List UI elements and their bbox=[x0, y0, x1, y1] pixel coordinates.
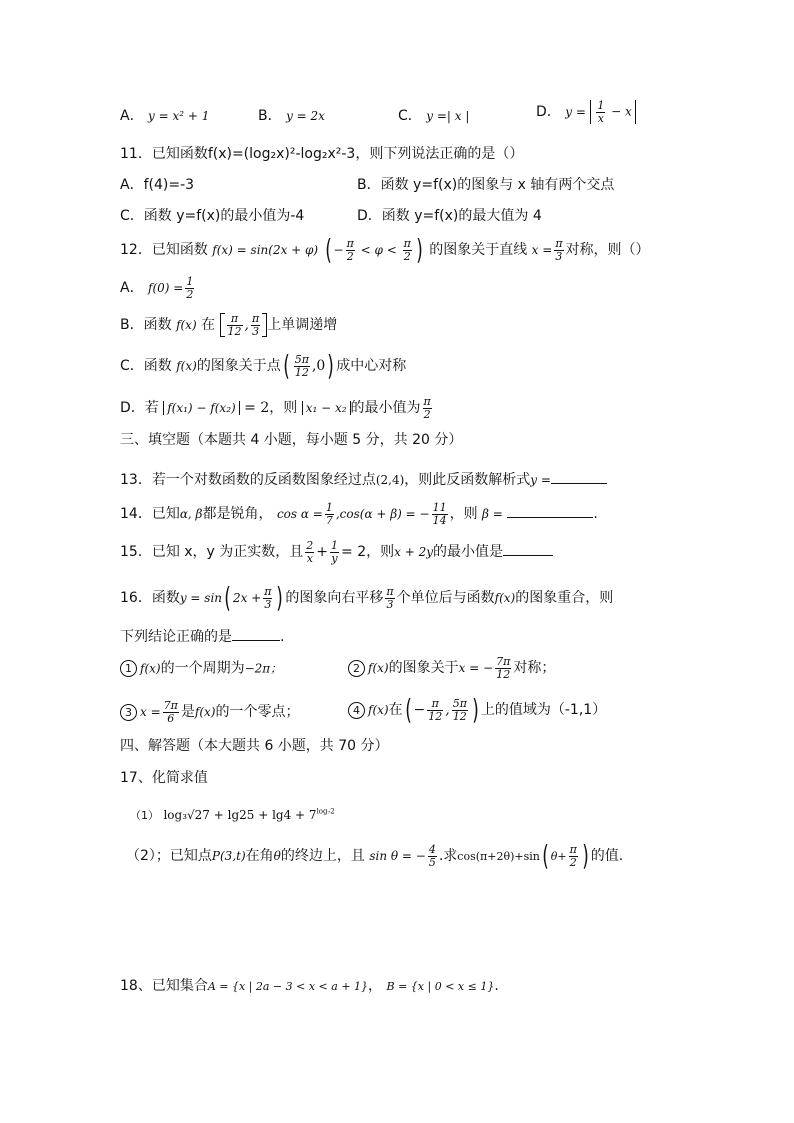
q16-opt2-d: 12 bbox=[496, 667, 511, 681]
q10-d-den: x bbox=[597, 111, 604, 125]
q17-p2-frac bbox=[428, 844, 437, 868]
q10-a-label: A． bbox=[120, 108, 144, 124]
section4-heading: 四、解答题（本大题共 6 小题，共 70 分） bbox=[120, 738, 389, 754]
q12-a-num: 1 bbox=[186, 275, 194, 288]
q12-cond-frac2 bbox=[403, 238, 412, 262]
q12-c-n: 5π bbox=[294, 352, 309, 366]
q14-mid: 都是锐角， bbox=[202, 506, 273, 523]
q12-cond-phi: < φ < bbox=[356, 243, 401, 257]
q15-expr: x + 2y bbox=[394, 545, 433, 560]
q17-p2-expr: cos(π+2θ)+sin bbox=[457, 850, 540, 863]
q17-p1-sup: log₇2 bbox=[316, 807, 335, 816]
q12-option-c bbox=[120, 349, 407, 382]
q12-option-d bbox=[120, 396, 434, 420]
q12-cond-minus: − bbox=[333, 243, 344, 257]
q12-d-d: 2 bbox=[423, 407, 431, 421]
q14-ab: α, β bbox=[179, 507, 203, 522]
q16-opt1 bbox=[120, 660, 282, 677]
q15-post: 的最小值是 bbox=[433, 544, 503, 561]
q11-option-a: A．f(4)=-3 bbox=[120, 177, 195, 193]
q12-a-den: 2 bbox=[186, 287, 194, 301]
q14-beta: β = bbox=[482, 507, 503, 522]
q13 bbox=[120, 469, 607, 489]
q14-cos2: ,cos(α + β) = − bbox=[335, 507, 430, 522]
q17-part1 bbox=[130, 807, 335, 824]
q12-cond-frac2-den: 2 bbox=[403, 250, 411, 263]
q16-opt3 bbox=[120, 700, 299, 724]
q15-plus: + bbox=[316, 544, 329, 561]
q16-opt4-frac1 bbox=[427, 698, 443, 722]
q13-answer-blank[interactable] bbox=[551, 469, 607, 484]
q12-cond-frac1 bbox=[346, 238, 355, 262]
q17-p2-pfrac bbox=[569, 844, 578, 868]
q12-d-frac bbox=[423, 396, 432, 420]
q10-option-b bbox=[258, 108, 325, 125]
q12-c-pre: C．函数 bbox=[120, 358, 172, 374]
q14-d1: 7 bbox=[325, 513, 333, 527]
q17-p2-paren-open: ( bbox=[542, 839, 549, 872]
q17-p2-n: 4 bbox=[428, 842, 436, 856]
q16-opt2-x: x = − bbox=[458, 661, 494, 676]
q10-a-math: y = x² + 1 bbox=[148, 109, 210, 123]
q16-opt2-post: 对称； bbox=[513, 660, 556, 677]
q16-shift-den: 3 bbox=[386, 597, 394, 611]
q10-option-d bbox=[536, 100, 636, 124]
q16-opt3-x: x = bbox=[140, 705, 161, 720]
q16-frac-den: 3 bbox=[264, 597, 272, 611]
q18-set-b: B = {x | 0 < x ≤ 1} bbox=[386, 980, 495, 993]
q16-paren-open: ( bbox=[224, 581, 231, 614]
q17-p2-label: （2）；已知点 bbox=[126, 848, 212, 864]
q10-options-row bbox=[120, 108, 209, 125]
q14 bbox=[120, 502, 598, 526]
q12-b-frac2 bbox=[251, 313, 260, 337]
q12-d-eq: = 2，则 bbox=[244, 400, 298, 417]
q16-inner: 2x + bbox=[232, 591, 262, 605]
q12-b-d2: 3 bbox=[252, 324, 260, 338]
q14-frac2 bbox=[432, 502, 448, 526]
q12-b-n1: π bbox=[227, 313, 243, 326]
q12-paren-close: ) bbox=[416, 233, 423, 266]
q12-c-point bbox=[292, 352, 326, 379]
q14-end: . bbox=[593, 506, 598, 523]
q10-b-math: y = 2x bbox=[286, 109, 325, 123]
q16-opt3-n: 7π bbox=[163, 699, 178, 712]
q12-c-func: f(x) bbox=[176, 359, 197, 373]
q16-opt4-fx: f(x) bbox=[368, 703, 389, 717]
q16-line2: 下列结论正确的是 . bbox=[120, 626, 284, 646]
q12-cond bbox=[333, 237, 414, 263]
q12-lead: 12．已知函数 bbox=[120, 242, 208, 258]
q17-p1-label: （1） bbox=[130, 809, 159, 822]
q16-pre: 16．函数 bbox=[120, 590, 180, 606]
q17-p2-pd: 2 bbox=[569, 855, 577, 869]
q12-axis-num: π bbox=[555, 236, 563, 250]
q12-c-zero: ,0 bbox=[311, 358, 326, 374]
q14-d2: 14 bbox=[432, 513, 447, 527]
q16-opt1-text: 的一个周期为 bbox=[160, 660, 245, 677]
q16-post: 的图象重合，则 bbox=[515, 590, 614, 606]
q16-opt4-paren-open: ( bbox=[404, 693, 412, 726]
q10-c-math: y =| x | bbox=[426, 109, 470, 123]
q12-func: f(x) = sin(2x + φ) bbox=[212, 243, 319, 257]
q16-opt4 bbox=[348, 693, 607, 726]
q14-frac1 bbox=[325, 502, 334, 526]
q17-p2-end: 的值. bbox=[590, 848, 624, 864]
q12-c-paren-close: ) bbox=[327, 349, 335, 382]
q16-opt2 bbox=[348, 656, 555, 680]
q12-c-d: 12 bbox=[294, 365, 309, 379]
q16-opt1-circle: 1 bbox=[120, 660, 137, 677]
q10-d-post: − x bbox=[611, 104, 632, 119]
q14-answer-blank[interactable] bbox=[507, 503, 593, 518]
q10-option-c bbox=[398, 108, 469, 125]
q15-answer-blank[interactable] bbox=[503, 541, 553, 556]
q13-tail: ，则此反函数解析式 bbox=[404, 472, 531, 488]
q17-p2-mid: 在角 bbox=[245, 848, 274, 864]
q17-p1-expr: log₃√27 + lg25 + lg4 + 7 bbox=[163, 808, 317, 822]
q17-p2-inner: θ+ bbox=[550, 850, 567, 863]
q16-opt1-val: −2π； bbox=[244, 661, 283, 676]
q12-cond-frac1-num: π bbox=[346, 237, 354, 251]
q15-n1: 2 bbox=[306, 539, 314, 552]
q16-line1 bbox=[120, 581, 614, 614]
q16-opt1-fx: f(x) bbox=[140, 661, 161, 676]
q16-opt4-n1: π bbox=[427, 698, 443, 711]
q16-line2-text: 下列结论正确的是 bbox=[120, 629, 232, 645]
q15-frac2 bbox=[330, 540, 339, 564]
q16-opt3-text: 是 bbox=[180, 704, 195, 721]
q16-opt4-d2: 12 bbox=[452, 709, 467, 723]
q14-post: ，则 bbox=[449, 506, 478, 523]
q16-opt2-fx: f(x) bbox=[368, 661, 389, 676]
q18-set-a: A = {x | 2a − 3 < x < a + 1} bbox=[207, 980, 369, 993]
q10-d-label: D． bbox=[536, 104, 561, 121]
q12-b-frac1 bbox=[227, 313, 243, 337]
q12-a-label: A． bbox=[120, 280, 144, 297]
q16-frac-num: π bbox=[264, 584, 272, 598]
q15-d1: x bbox=[306, 551, 313, 565]
q16-opt3-d: 6 bbox=[167, 711, 175, 725]
q16-opt4-circle: 4 bbox=[348, 702, 365, 719]
q15-eq: = 2，则 bbox=[341, 544, 395, 561]
q12-b-interval: $\frac{\pi}{12}$ , $\frac{\pi}{3}$ bbox=[220, 313, 268, 337]
q12-c-paren-open: ( bbox=[283, 349, 290, 382]
q12-b-n2: π bbox=[252, 312, 260, 325]
q12-d-abs: f(x₁) − f(x₂) bbox=[163, 401, 239, 415]
q11-option-c: C．函数 y=f(x)的最小值为-4 bbox=[120, 208, 305, 224]
q18-comma: ， bbox=[368, 978, 383, 994]
q11-stem: 11．已知函数f(x)=(log₂x)²-log₂x²-3，则下列说法正确的是（） bbox=[120, 146, 524, 162]
q12-option-a bbox=[120, 276, 196, 300]
q12-b-func: f(x) bbox=[176, 318, 197, 333]
q17-p2-point: P(3,t) bbox=[211, 849, 246, 863]
q12-a-math: f(0) = bbox=[148, 281, 184, 296]
q14-n1: 1 bbox=[325, 501, 333, 514]
q17-p2-theta: θ bbox=[273, 849, 281, 863]
q12-b-mid: 在 bbox=[201, 317, 216, 334]
q16-opt4-frac2 bbox=[452, 698, 468, 722]
section3-heading: 三、填空题（本题共 4 小题，每小题 5 分，共 20 分） bbox=[120, 432, 463, 448]
q13-text: 13．若一个对数函数的反函数图象经过点 bbox=[120, 472, 376, 488]
q16-opt2-text: 的图象关于 bbox=[388, 660, 459, 677]
q16-opt4-text: 在 bbox=[388, 702, 403, 718]
q16-paren-close: ) bbox=[276, 581, 284, 614]
q12-x-eq: x = bbox=[531, 243, 553, 257]
q16-opt4-n2: 5π bbox=[452, 696, 467, 710]
q17-part2 bbox=[126, 839, 624, 872]
q14-n2: 11 bbox=[432, 501, 447, 514]
q12-d-mid: 的最小值为 bbox=[350, 400, 421, 417]
q13-point: (2,4) bbox=[375, 473, 405, 487]
q17-p2-pn: π bbox=[569, 842, 577, 856]
q18-pre: 18、已知集合 bbox=[120, 978, 208, 994]
q12-c-mid: 的图象关于点 bbox=[196, 358, 281, 374]
q10-b-label: B． bbox=[258, 108, 282, 124]
q16-mid: 的图象向右平移 bbox=[285, 590, 384, 606]
q16-opt4-post: 上的值域为（-1,1） bbox=[480, 702, 607, 718]
q12-d-pre: D．若 bbox=[120, 400, 159, 417]
q16-opt2-circle: 2 bbox=[348, 660, 365, 677]
q12-c-post: 成中心对称 bbox=[336, 358, 407, 374]
q15-n2: 1 bbox=[331, 539, 339, 552]
q12-d-n: π bbox=[423, 395, 431, 408]
q12-mid: 的图象关于直线 bbox=[429, 242, 528, 258]
q17-p2-sin: sin θ = − bbox=[369, 849, 426, 863]
q16-opt2-frac bbox=[495, 656, 511, 680]
q12-d-abs2: x₁ − x₂ bbox=[302, 401, 351, 415]
q12-cond-frac1-den: 2 bbox=[346, 250, 354, 263]
q12-stem bbox=[120, 233, 650, 266]
q12-b-d1: 12 bbox=[227, 324, 242, 338]
q11-option-b: B．函数 y=f(x)的图象与 x 轴有两个交点 bbox=[357, 177, 615, 193]
q15-frac1 bbox=[305, 540, 314, 564]
q12-cond-frac2-num: π bbox=[403, 237, 411, 251]
q17-p2-mid2: 的终边上，且 bbox=[280, 848, 365, 864]
q16-fx: f(x) bbox=[494, 591, 516, 605]
q16-frac bbox=[263, 586, 272, 610]
q12-c-frac bbox=[294, 354, 310, 378]
q17-p2-paren-close: ) bbox=[582, 839, 589, 872]
q10-d-pre: y = bbox=[565, 105, 586, 120]
q10-d-frac bbox=[596, 100, 605, 124]
q12-b-post: 上单调递增 bbox=[267, 317, 338, 334]
q10-c-label: C． bbox=[398, 108, 422, 124]
q15-pre: 15．已知 x，y 为正实数，且 bbox=[120, 544, 304, 561]
q15-d2: y bbox=[331, 551, 338, 565]
q12-axis-den: 3 bbox=[555, 249, 563, 263]
q16-opt2-n: 7π bbox=[496, 655, 511, 668]
q14-cos: cos α = bbox=[276, 507, 323, 522]
q16-opt3-frac bbox=[163, 700, 179, 724]
q16-opt4-d1: 12 bbox=[428, 709, 443, 723]
q12-b-pre: B．函数 bbox=[120, 317, 172, 334]
q16-opt3-post: 的一个零点； bbox=[215, 704, 300, 721]
q16-opt4-interval: − $\frac{\pi}{12}$ , $\frac{5\pi}{12}$ bbox=[413, 696, 467, 723]
q13-y: y = bbox=[530, 473, 551, 487]
q16-answer-blank[interactable] bbox=[232, 626, 280, 641]
q12-a-frac bbox=[185, 276, 194, 300]
q18 bbox=[120, 978, 499, 995]
q12-tail: 对称，则（） bbox=[565, 242, 650, 258]
q12-axis-frac bbox=[554, 238, 563, 262]
q18-end: . bbox=[494, 978, 499, 994]
q16-opt3-circle: 3 bbox=[120, 704, 137, 721]
q16-opt3-fx: f(x) bbox=[194, 705, 216, 720]
q10-d-abs bbox=[590, 100, 635, 124]
q14-pre: 14．已知 bbox=[120, 506, 180, 523]
q17-p2-d: 5 bbox=[428, 855, 436, 869]
q10-d-num: 1 bbox=[597, 99, 605, 112]
q16-mid2: 个单位后与函数 bbox=[396, 590, 495, 606]
q16-func: y = sin bbox=[179, 591, 223, 605]
q11-option-d: D．函数 y=f(x)的最大值为 4 bbox=[357, 208, 542, 224]
q17-title: 17、化简求值 bbox=[120, 770, 208, 786]
q15 bbox=[120, 540, 553, 564]
q16-shift-num: π bbox=[386, 584, 394, 598]
q16-shift-frac bbox=[385, 586, 394, 610]
q12-paren-open: ( bbox=[324, 233, 332, 266]
q17-p2-ask: .求 bbox=[438, 848, 458, 864]
q16-opt4-paren-close: ) bbox=[472, 693, 479, 726]
q12-option-b bbox=[120, 313, 337, 337]
